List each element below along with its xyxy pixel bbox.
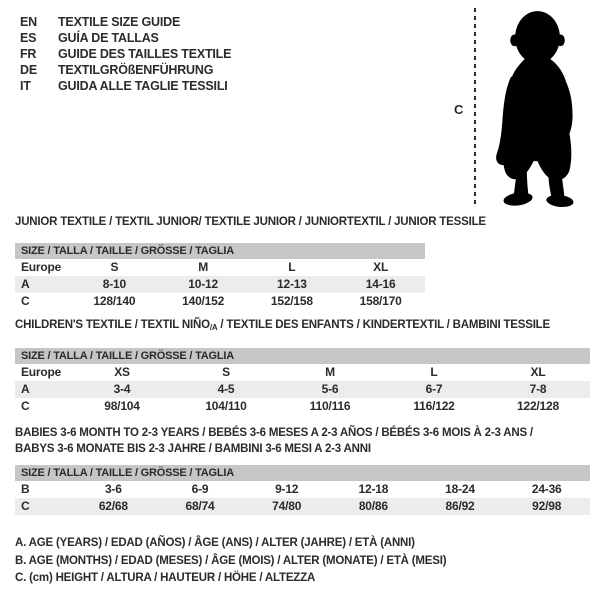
guide-title: GUIDE DES TAILLES TEXTILE <box>58 47 232 61</box>
guide-title: GUÍA DE TALLAS <box>58 31 159 45</box>
value-cell: 18-24 <box>445 482 475 496</box>
size-cell: XL <box>373 260 389 274</box>
value-cell: 92/98 <box>532 499 562 513</box>
babies-section-title-line2: BABYS 3-6 MONATE BIS 2-3 JAHRE / BAMBINI 3-6 MESI A 2-3 ANNI <box>15 443 371 455</box>
children-title-pre: CHILDREN'S TEXTILE / TEXTIL NIÑO <box>15 319 210 331</box>
row-label: B <box>21 482 30 496</box>
table-row-b <box>15 481 590 498</box>
guide-title: TEXTILE SIZE GUIDE <box>58 15 181 29</box>
value-cell: 152/158 <box>270 294 313 308</box>
height-dashed-line <box>474 8 476 208</box>
children-title-post: / TEXTILE DES ENFANTS / KINDERTEXTIL / BAMBINI TESSILE <box>217 319 550 331</box>
children-section-title <box>15 319 550 332</box>
toddler-silhouette-icon <box>482 8 594 208</box>
row-label: Europe <box>21 365 62 379</box>
children-size-table <box>15 348 590 415</box>
guide-title: TEXTILGRÖßENFÜHRUNG <box>58 63 214 77</box>
value-cell: 110/116 <box>309 399 351 413</box>
size-header-band: SIZE / TALLA / TAILLE / GRÖSSE / TAGLIA <box>15 243 425 259</box>
children-title-sub: /A <box>209 323 218 332</box>
size-cell: XL <box>530 365 546 379</box>
value-cell: 7-8 <box>529 382 547 396</box>
table-row-c <box>15 398 590 415</box>
language-code: FR <box>20 47 37 61</box>
language-code: ES <box>20 31 37 45</box>
value-cell: 74/80 <box>272 499 302 513</box>
size-header-band: SIZE / TALLA / TAILLE / GRÖSSE / TAGLIA <box>15 465 590 481</box>
size-cell: XS <box>114 365 130 379</box>
row-label: A <box>21 382 30 396</box>
height-measure-label: C <box>454 102 464 117</box>
value-cell: 68/74 <box>185 499 215 513</box>
junior-size-table <box>15 243 425 310</box>
row-label: C <box>21 499 30 513</box>
value-cell: 158/170 <box>359 294 402 308</box>
value-cell: 14-16 <box>365 277 396 291</box>
table-row-europe <box>15 259 425 276</box>
value-cell: 140/152 <box>182 294 225 308</box>
babies-size-table <box>15 465 590 515</box>
legend-line-c: C. (cm) HEIGHT / ALTURA / HAUTEUR / HÖHE / ALTEZZA <box>15 572 316 584</box>
value-cell: 24-36 <box>531 482 562 496</box>
row-label: C <box>21 399 30 413</box>
value-cell: 4-5 <box>217 382 235 396</box>
measurement-legend <box>15 535 446 588</box>
language-line <box>20 78 231 94</box>
value-cell: 8-10 <box>102 277 126 291</box>
value-cell: 128/140 <box>93 294 136 308</box>
babies-section-title-line1: BABIES 3-6 MONTH TO 2-3 YEARS / BEBÉS 3-6 MESES A 2-3 AÑOS / BÉBÉS 3-6 MOIS À 2-3 ANS / <box>15 427 533 439</box>
value-cell: 86/92 <box>445 499 475 513</box>
value-cell: 12-13 <box>277 277 307 291</box>
table-row-a <box>15 381 590 398</box>
size-cell: L <box>430 365 438 379</box>
value-cell: 122/128 <box>517 399 559 413</box>
language-code: IT <box>20 79 31 93</box>
value-cell: 3-4 <box>113 382 131 396</box>
junior-section-title: JUNIOR TEXTILE / TEXTIL JUNIOR/ TEXTILE JUNIOR / JUNIORTEXTIL / JUNIOR TESSILE <box>15 216 486 228</box>
value-cell: 12-18 <box>358 482 389 496</box>
value-cell: 116/122 <box>413 399 455 413</box>
size-cell: S <box>110 260 119 274</box>
table-row-c <box>15 293 425 310</box>
legend-line-b: B. AGE (MONTHS) / EDAD (MESES) / ÂGE (MOIS) / ALTER (MONATE) / ETÀ (MESI) <box>15 554 447 567</box>
language-title-block <box>20 14 231 94</box>
value-cell: 3-6 <box>104 482 122 496</box>
language-line <box>20 30 231 46</box>
table-row-europe <box>15 364 590 381</box>
row-label: C <box>21 294 30 308</box>
language-line <box>20 46 231 62</box>
language-code: DE <box>20 63 37 77</box>
value-cell: 80/86 <box>358 499 388 513</box>
value-cell: 5-6 <box>321 382 339 396</box>
value-cell: 6-7 <box>425 382 443 396</box>
legend-line-a: A. AGE (YEARS) / EDAD (AÑOS) / ÂGE (ANS) / ALTER (JAHRE) / ETÀ (ANNI) <box>15 537 415 549</box>
value-cell: 104/110 <box>205 399 247 413</box>
value-cell: 98/104 <box>104 399 140 413</box>
height-figure <box>446 6 600 210</box>
table-row-a <box>15 276 425 293</box>
size-cell: L <box>288 260 296 274</box>
value-cell: 10-12 <box>188 277 218 291</box>
size-cell: M <box>198 260 209 274</box>
value-cell: 6-9 <box>191 482 209 496</box>
language-line <box>20 14 231 30</box>
size-cell: M <box>325 365 335 379</box>
guide-title: GUIDA ALLE TAGLIE TESSILI <box>58 79 228 93</box>
table-row-c <box>15 498 590 515</box>
row-label: Europe <box>21 260 62 274</box>
size-cell: S <box>222 365 230 379</box>
size-header-band: SIZE / TALLA / TAILLE / GRÖSSE / TAGLIA <box>15 348 590 364</box>
row-label: A <box>21 277 30 291</box>
value-cell: 9-12 <box>275 482 299 496</box>
value-cell: 62/68 <box>98 499 128 513</box>
language-code: EN <box>20 15 37 29</box>
language-line <box>20 62 231 78</box>
